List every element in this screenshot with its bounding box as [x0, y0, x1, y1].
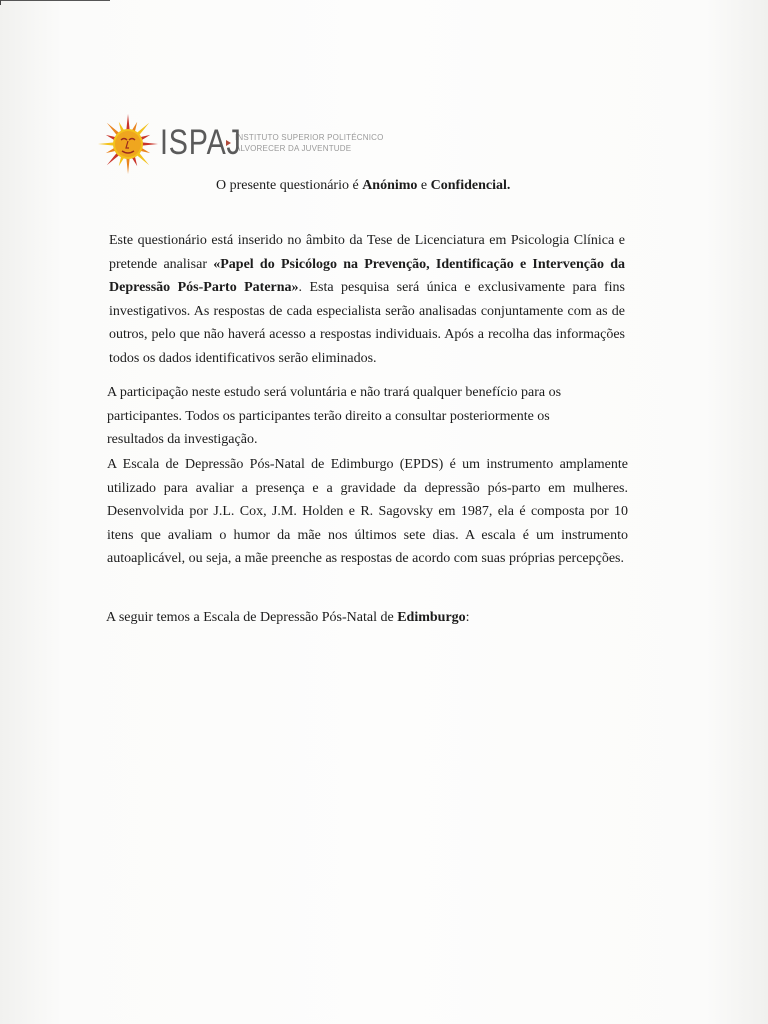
sun-ray [142, 142, 158, 145]
paragraph1-text-after: . Esta pesquisa será única e exclusivamente para fins investigativos. As respostas de cada especialista serão analisadas conjuntamente com as de outros, pelo que não haverá acesso a respostas individuais. Após a recolha das informações todos os dados identificativos serão eliminados. [109, 280, 625, 366]
institution-tagline [235, 132, 384, 154]
paragraph-epds-description: A Escala de Depressão Pós-Natal de Edimburgo (EPDS) é um instrumento amplamente utilizado para avaliar a presença e a gravidade da depressão pós-parto em mulheres. Desenvolvida por J.L. Cox, J.M. Holden e R. Sagovsky em 1987, ela é composta por 10 itens que avaliam o humor da mãe nos últimos sete dias. A escala é um instrumento autoaplicável, ou seja, a mãe preenche as respostas de acordo com suas próprias percepções. [107, 457, 628, 566]
intro-prefix: O presente questionário é [216, 178, 363, 193]
tagline-line-2: ALVORECER DA JUVENTUDE [235, 144, 352, 153]
paragraph2-line-1: A participação neste estudo será voluntária e não trará qualquer benefício para os [107, 385, 562, 400]
institution-header [98, 102, 384, 184]
sun-ray [98, 142, 114, 145]
paragraph4-suffix: : [465, 610, 470, 625]
scan-corner-mark [0, 0, 110, 7]
intro-anonymous: Anónimo [362, 178, 418, 193]
paragraph4-prefix: A seguir temos a Escala de Depressão Pós-Natal de [106, 610, 398, 625]
sun-logo-icon [98, 104, 158, 182]
intro-confidential: Confidencial. [430, 178, 511, 193]
sun-ray [126, 158, 129, 174]
paragraph2-line-3: resultados da investigação. [107, 432, 258, 447]
intro-and: e [417, 178, 431, 193]
paragraph-study-purpose [109, 229, 625, 370]
institution-logo-text: ISPAJ [160, 123, 242, 162]
paragraph-participation [107, 381, 625, 452]
thesis-title: «Papel do Psicólogo na Prevenção, Identificação e Intervenção da Depressão Pós-Parto Paterna» [109, 256, 625, 295]
paragraph4-bold: Edimburgo [397, 610, 466, 625]
questionnaire-intro [216, 178, 510, 194]
paragraph2-line-2: participantes. Todos os participantes terão direito a consultar posteriormente os [107, 408, 550, 424]
paragraph1-text-before: Este questionário está inserido no âmbito da Tese de Licenciatura em Psicologia Clínica e pretende analisar [109, 233, 625, 272]
sun-ray [126, 114, 129, 130]
tagline-line-1: INSTITUTO SUPERIOR POLITÉCNICO [235, 133, 384, 142]
paragraph-scale-intro [106, 606, 626, 630]
